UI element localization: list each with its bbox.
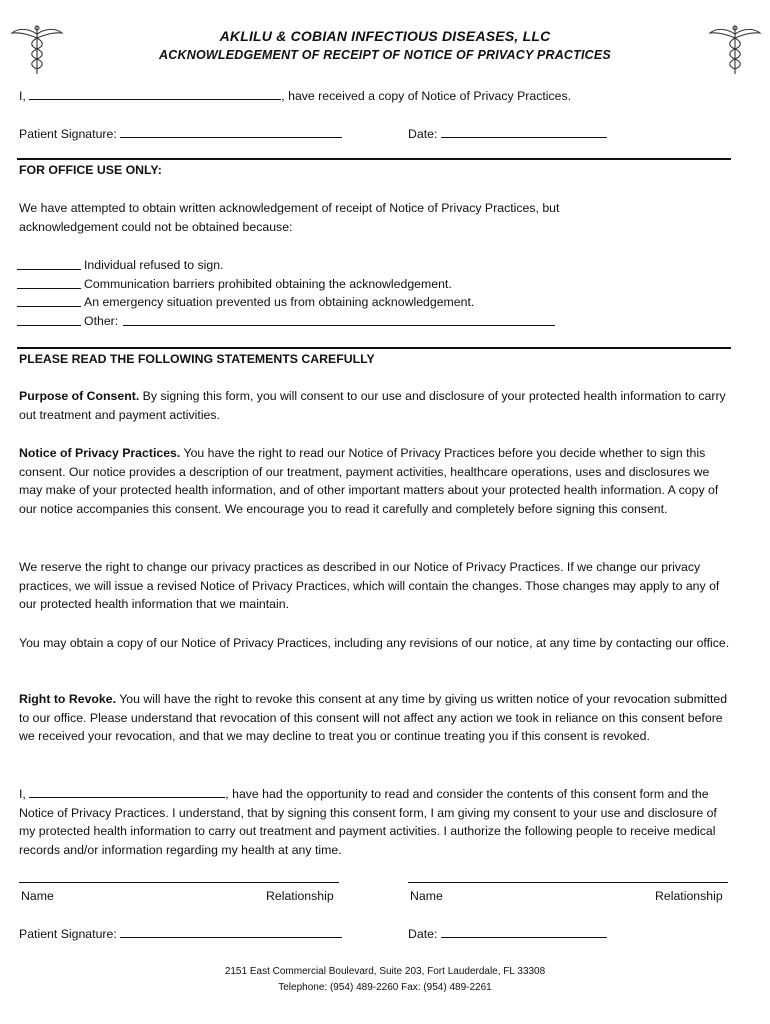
revoke-text: You will have the right to revoke this consent at any time by giving us written notice of your revocation submitted to our office. Please understand that revocation of this consent will not affect any action we took in reliance on this consent before we received your revocation, and that we may decline to treat you or continue treating you if this consent is revoked. (19, 692, 728, 744)
practice-name: AKLILU & COBIAN INFECTIOUS DISEASES, LLC (219, 28, 551, 44)
purpose-of-consent (19, 387, 731, 424)
relationship-label-1: Relationship (266, 889, 334, 903)
receipt-line (19, 86, 571, 106)
reason-text: Communication barriers prohibited obtaining the acknowledgement. (84, 276, 452, 291)
reason-checkline[interactable] (17, 293, 81, 307)
notice-text: You have the right to read our Notice of Privacy Practices before you decide whether to sign this consent. Our notice provides a description of our treatment, payment activities, healthcare operations, uses and disclosures we may make of your protected health information, and of other important matters about your protected health information. A copy of our notice accompanies this consent. We encourage you to read it carefully and completely before signing this consent. (19, 446, 719, 517)
final-text: , have had the opportunity to read and consider the contents of this consent form and the Notice of Privacy Practices. I understand, that by signing this consent form, I am giving my consent to your use and disclosure of my protected health information to carry out treatment and payment activities. I authorize the following people to receive medical records and/or information regarding my health at any time. (19, 787, 717, 858)
patient-signature-row (19, 124, 342, 144)
reason-checkline[interactable] (17, 275, 81, 289)
date-field[interactable] (441, 124, 607, 138)
receipt-prefix: I, (19, 89, 26, 103)
patient-signature-field[interactable] (120, 124, 342, 138)
authorized-person-line-1[interactable] (19, 882, 339, 883)
patient-name-field[interactable] (29, 86, 281, 100)
reserve-paragraph: We reserve the right to change our privacy practices as described in our Notice of Privacy Practices. If we change our privacy practices, we will issue a revised Notice of Privacy Practices, which will contain the changes. Those changes may apply to any of our protected health information that we maintain. (19, 560, 720, 612)
office-use-intro: We have attempted to obtain written acknowledgement of receipt of Notice of Privacy Practices, but acknowledgement could not be obtained because: (19, 201, 560, 234)
reason-checkline[interactable] (17, 312, 81, 326)
reason-item (17, 293, 667, 312)
reasons-list (17, 256, 667, 331)
final-prefix: I, (19, 787, 26, 801)
reason-item (17, 275, 667, 294)
bottom-signature-label: Patient Signature: (19, 927, 117, 941)
bottom-signature-field[interactable] (120, 924, 342, 938)
right-to-revoke (19, 690, 731, 746)
final-consent-paragraph (19, 784, 731, 860)
statements-heading: PLEASE READ THE FOLLOWING STATEMENTS CAREFULLY (19, 352, 375, 366)
footer-phone: Telephone: (954) 489-2260 Fax: (954) 489-2261 (278, 982, 492, 993)
relationship-label-2: Relationship (655, 889, 723, 903)
name-label-2: Name (410, 889, 443, 903)
reason-checkline[interactable] (17, 256, 81, 270)
consent-text: By signing this form, you will consent to our use and disclosure of your protected health information to carry out treatment and payment activities. (19, 389, 726, 422)
divider (17, 158, 731, 160)
patient-signature-label: Patient Signature: (19, 127, 117, 141)
authorized-person-line-2[interactable] (408, 882, 728, 883)
obtain-paragraph: You may obtain a copy of our Notice of Privacy Practices, including any revisions of our notice, at any time by contacting our office. (19, 636, 730, 650)
reason-text: Individual refused to sign. (84, 258, 224, 272)
notice-of-privacy (19, 444, 731, 519)
reason-item (17, 312, 667, 331)
receipt-suffix: , have received a copy of Notice of Privacy Practices. (281, 89, 572, 103)
bottom-date-row (408, 924, 607, 944)
footer-address: 2151 East Commercial Boulevard, Suite 203, Fort Lauderdale, FL 33308 (224, 966, 546, 977)
bottom-signature-row (19, 924, 342, 944)
reason-text: Other: (84, 314, 119, 329)
notice-title: Notice of Privacy Practices. (19, 446, 181, 460)
date-label: Date: (408, 127, 438, 141)
consenter-name-field[interactable] (29, 784, 225, 798)
other-reason-field[interactable] (123, 312, 555, 326)
revoke-title: Right to Revoke. (19, 692, 117, 706)
reason-text: An emergency situation prevented us from obtaining acknowledgement. (84, 295, 475, 310)
consent-title: Purpose of Consent. (19, 389, 140, 403)
name-label-1: Name (21, 889, 54, 903)
reason-item (17, 256, 667, 275)
office-use-heading: FOR OFFICE USE ONLY: (19, 163, 162, 177)
date-row (408, 124, 607, 144)
divider (17, 347, 731, 349)
form-title: ACKNOWLEDGEMENT OF RECEIPT OF NOTICE OF PRIVACY PRACTICES (159, 48, 611, 62)
bottom-date-field[interactable] (441, 924, 607, 938)
bottom-date-label: Date: (408, 927, 438, 941)
